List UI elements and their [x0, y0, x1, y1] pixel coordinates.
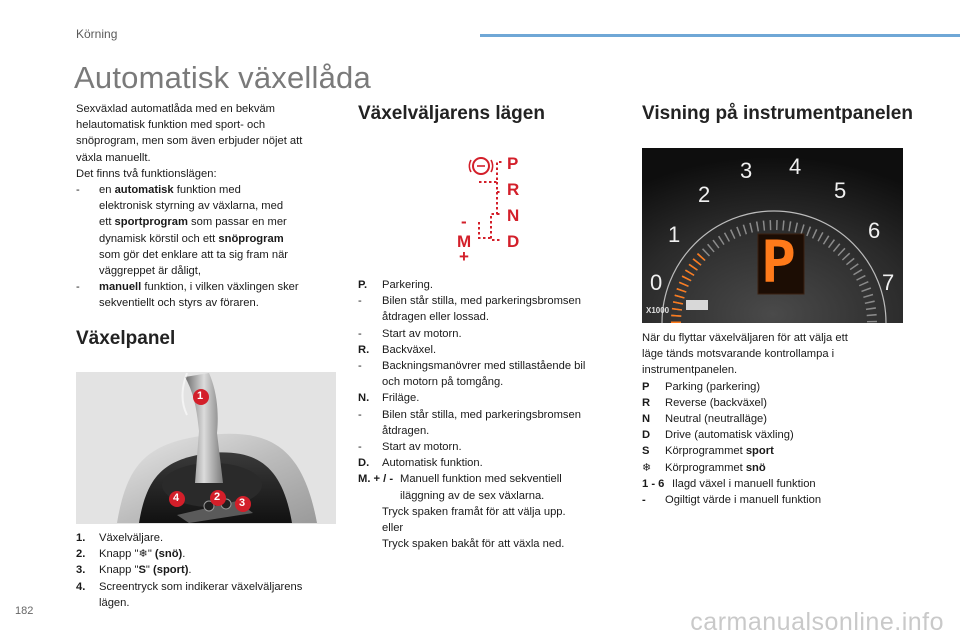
line-text: Tryck spaken framåt för att välja upp.: [382, 505, 566, 518]
line-text: Start av motorn.: [382, 327, 462, 340]
intro-line: [76, 214, 346, 230]
line-key: [358, 423, 382, 439]
legend-text: Screentryck som indikerar växelväljarens: [99, 580, 303, 593]
line-key: [358, 309, 382, 325]
legend-number: 1.: [76, 532, 86, 544]
visning-heading: Visning på instrumentpanelen: [642, 103, 913, 124]
gauge-number-7: 7: [882, 270, 895, 295]
lagen-line: [358, 407, 613, 423]
gauge-number-4: 4: [789, 154, 802, 179]
display-row: [642, 492, 904, 508]
line-key: -: [358, 441, 362, 454]
display-text: Ilagd växel i manuell funktion: [672, 477, 816, 490]
intro-line: Det finns två funktionslägen:: [76, 167, 217, 180]
instrument-gauge-photo: [642, 148, 903, 323]
text: som passar en mer: [187, 216, 287, 229]
line-key: [358, 488, 400, 504]
display-row: [642, 427, 904, 443]
intro-line: sekventiellt och styrs av föraren.: [99, 297, 259, 310]
line-key: -: [358, 295, 362, 308]
line-text: Tryck spaken bakåt för att växla ned.: [382, 538, 565, 551]
display-key: -: [642, 494, 646, 507]
page-title: Automatisk växellåda: [74, 60, 371, 95]
text: .: [188, 564, 192, 577]
display-key: 1 - 6: [642, 477, 665, 490]
gauge-unit-label: X1000: [646, 306, 670, 315]
arrow-bullet-icon: [358, 536, 382, 552]
legend-item: [76, 530, 338, 546]
gate-minus: -: [461, 212, 467, 231]
gate-letter-n: N: [507, 206, 520, 225]
lagen-line: [358, 536, 613, 552]
visning-intro-line: läge tänds motsvarande kontrollampa i: [642, 348, 835, 361]
gauge-number-5: 5: [834, 178, 847, 203]
page-number: 182: [15, 605, 34, 617]
bold-term: snö: [745, 461, 766, 474]
bullet-dash: -: [76, 281, 80, 294]
bold-term: automatisk: [114, 184, 174, 197]
line-text: Friläge.: [382, 392, 420, 405]
legend-text: lägen.: [99, 596, 130, 609]
line-key: M. + / -: [358, 473, 394, 486]
lagen-line: [358, 390, 613, 406]
bold-term: manuell: [99, 281, 142, 294]
gear-indicator-display: P: [761, 228, 796, 296]
line-text: eller: [382, 522, 404, 535]
line-text: Backväxel.: [382, 343, 437, 356]
display-text: Parking (parkering): [665, 380, 761, 393]
line-text: iläggning av de sex växlarna.: [400, 489, 545, 502]
lagen-heading: Växelväljarens lägen: [358, 103, 545, 124]
visning-intro-line: instrumentpanelen.: [642, 364, 738, 377]
bold-term: snöprogram: [218, 232, 284, 245]
legend-item: [76, 562, 338, 578]
line-text: åtdragen.: [382, 424, 430, 437]
gate-letter-r: R: [507, 180, 520, 199]
line-text: och motorn på tomgång.: [382, 376, 504, 389]
gauge-number-0: 0: [650, 270, 663, 295]
text: Knapp ": [99, 564, 139, 577]
display-key: P: [642, 380, 650, 393]
lagen-line: [358, 423, 613, 439]
lagen-list: [358, 277, 613, 552]
watermark: carmanualsonline.info: [690, 608, 944, 636]
gate-letter-m: M: [457, 232, 472, 251]
text: funktion med: [173, 184, 241, 197]
text: ": [145, 564, 153, 577]
text: dynamisk körstil och ett: [99, 232, 219, 245]
text: Knapp ": [99, 548, 139, 561]
lagen-line: [358, 504, 613, 520]
line-text: Manuell funktion med sekventiell: [400, 473, 562, 486]
intro-line: helautomatisk funktion med sport- och: [76, 119, 266, 132]
snowflake-icon: ❄: [642, 461, 652, 474]
line-text: Bilen står stilla, med parkeringsbromsen: [382, 408, 581, 421]
line-key: -: [358, 408, 362, 421]
text: ett: [99, 216, 115, 229]
line-key: P.: [358, 279, 368, 291]
bold-term: sportprogram: [114, 216, 188, 229]
display-text: Körprogrammet: [665, 461, 746, 474]
lagen-line: [358, 342, 613, 358]
intro-line: väggreppet är dåligt,: [99, 265, 201, 278]
section-label: Körning: [76, 27, 118, 41]
line-text: Bilen står stilla, med parkeringsbromsen: [382, 295, 581, 308]
lagen-line: [358, 358, 613, 374]
legend-number: 4.: [76, 580, 86, 593]
gear-gate-diagram: [455, 152, 535, 266]
vaxelpanel-heading: Växelpanel: [76, 328, 176, 349]
callout-2: 2: [214, 491, 221, 503]
display-text: Reverse (backväxel): [665, 396, 767, 409]
legend-number: 2.: [76, 548, 86, 561]
legend-item: [76, 546, 338, 562]
sport-symbol: S: [138, 564, 146, 577]
gauge-number-1: 1: [668, 222, 681, 247]
lagen-line: [358, 471, 613, 487]
gauge-number-2: 2: [698, 182, 711, 207]
intro-line: snöprogram, men som även erbjuder nöjet att: [76, 135, 303, 148]
header-accent-bar: [480, 34, 960, 37]
intro-line: elektronisk styrning av växlarna, med: [99, 200, 284, 213]
mode-bullet-automatic: [76, 182, 346, 198]
bold-term: sport: [745, 445, 774, 458]
gate-plus: +: [459, 247, 469, 266]
line-text: Backningsmanövrer med stillastående bil: [382, 360, 586, 373]
display-row: [642, 443, 904, 459]
line-key: [358, 520, 382, 536]
text: funktion, i vilken växlingen sker: [141, 281, 299, 294]
lagen-line: [358, 520, 613, 536]
callout-1: 1: [197, 390, 204, 402]
line-key: -: [358, 327, 362, 340]
lagen-line: [358, 488, 613, 504]
line-text: Automatisk funktion.: [382, 457, 483, 470]
bold-term: (sport): [153, 564, 189, 577]
display-row: [642, 411, 904, 427]
gauge-number-6: 6: [868, 218, 881, 243]
legend-item: [76, 579, 338, 611]
display-key: R: [642, 396, 651, 409]
legend-text: Växelväljare.: [99, 532, 164, 544]
text: ": [147, 548, 155, 561]
lagen-line: [358, 293, 613, 309]
display-text: Drive (automatisk växling): [665, 429, 794, 442]
lagen-line: [358, 455, 613, 471]
text: en: [99, 184, 115, 197]
line-key: R.: [358, 343, 370, 356]
text: .: [182, 548, 186, 561]
intro-line: som gör det enklare att ta sig fram när: [99, 248, 289, 261]
display-row: [642, 476, 904, 492]
lagen-line: [358, 374, 613, 390]
display-row: [642, 460, 904, 476]
display-row: [642, 395, 904, 411]
line-key: [358, 374, 382, 390]
line-text: Parkering.: [382, 279, 433, 291]
display-text: Ogiltigt värde i manuell funktion: [665, 494, 822, 507]
gear-panel-photo: [76, 372, 336, 524]
lagen-line: [358, 277, 613, 293]
display-row: [642, 379, 904, 395]
mode-bullet-manual: [76, 279, 346, 295]
line-text: Start av motorn.: [382, 441, 462, 454]
gate-letter-d: D: [507, 232, 520, 251]
bullet-dash: -: [76, 184, 80, 197]
visning-intro-line: När du flyttar växelväljaren för att välja ett: [642, 332, 848, 344]
gauge-number-3: 3: [740, 158, 753, 183]
gear-panel-illustration: [77, 373, 335, 523]
lagen-line: [358, 326, 613, 342]
bold-term: (snö): [154, 548, 183, 561]
intro-line: växla manuellt.: [76, 151, 151, 164]
display-key: N: [642, 413, 651, 426]
vaxelpanel-legend: [76, 530, 338, 611]
gate-letter-p: P: [507, 154, 519, 173]
display-text: Neutral (neutralläge): [665, 413, 767, 426]
callout-4: 4: [173, 492, 180, 504]
legend-number: 3.: [76, 564, 86, 577]
display-key: S: [642, 445, 650, 458]
intro-line: Sexväxlad automatlåda med en bekväm: [76, 103, 276, 115]
line-key: N.: [358, 392, 370, 405]
line-text: åtdragen eller lossad.: [382, 311, 489, 324]
lagen-line: [358, 309, 613, 325]
display-key: D: [642, 429, 651, 442]
line-key: -: [358, 360, 362, 373]
callout-3: 3: [239, 497, 246, 509]
arrow-bullet-icon: [358, 504, 382, 520]
lagen-line: [358, 439, 613, 455]
snowflake-icon: ❄: [138, 548, 148, 561]
intro-line: [76, 231, 346, 247]
line-key: D.: [358, 457, 370, 470]
display-text: Körprogrammet: [665, 445, 746, 458]
intro-text: [76, 101, 346, 312]
visning-text: [642, 330, 904, 508]
